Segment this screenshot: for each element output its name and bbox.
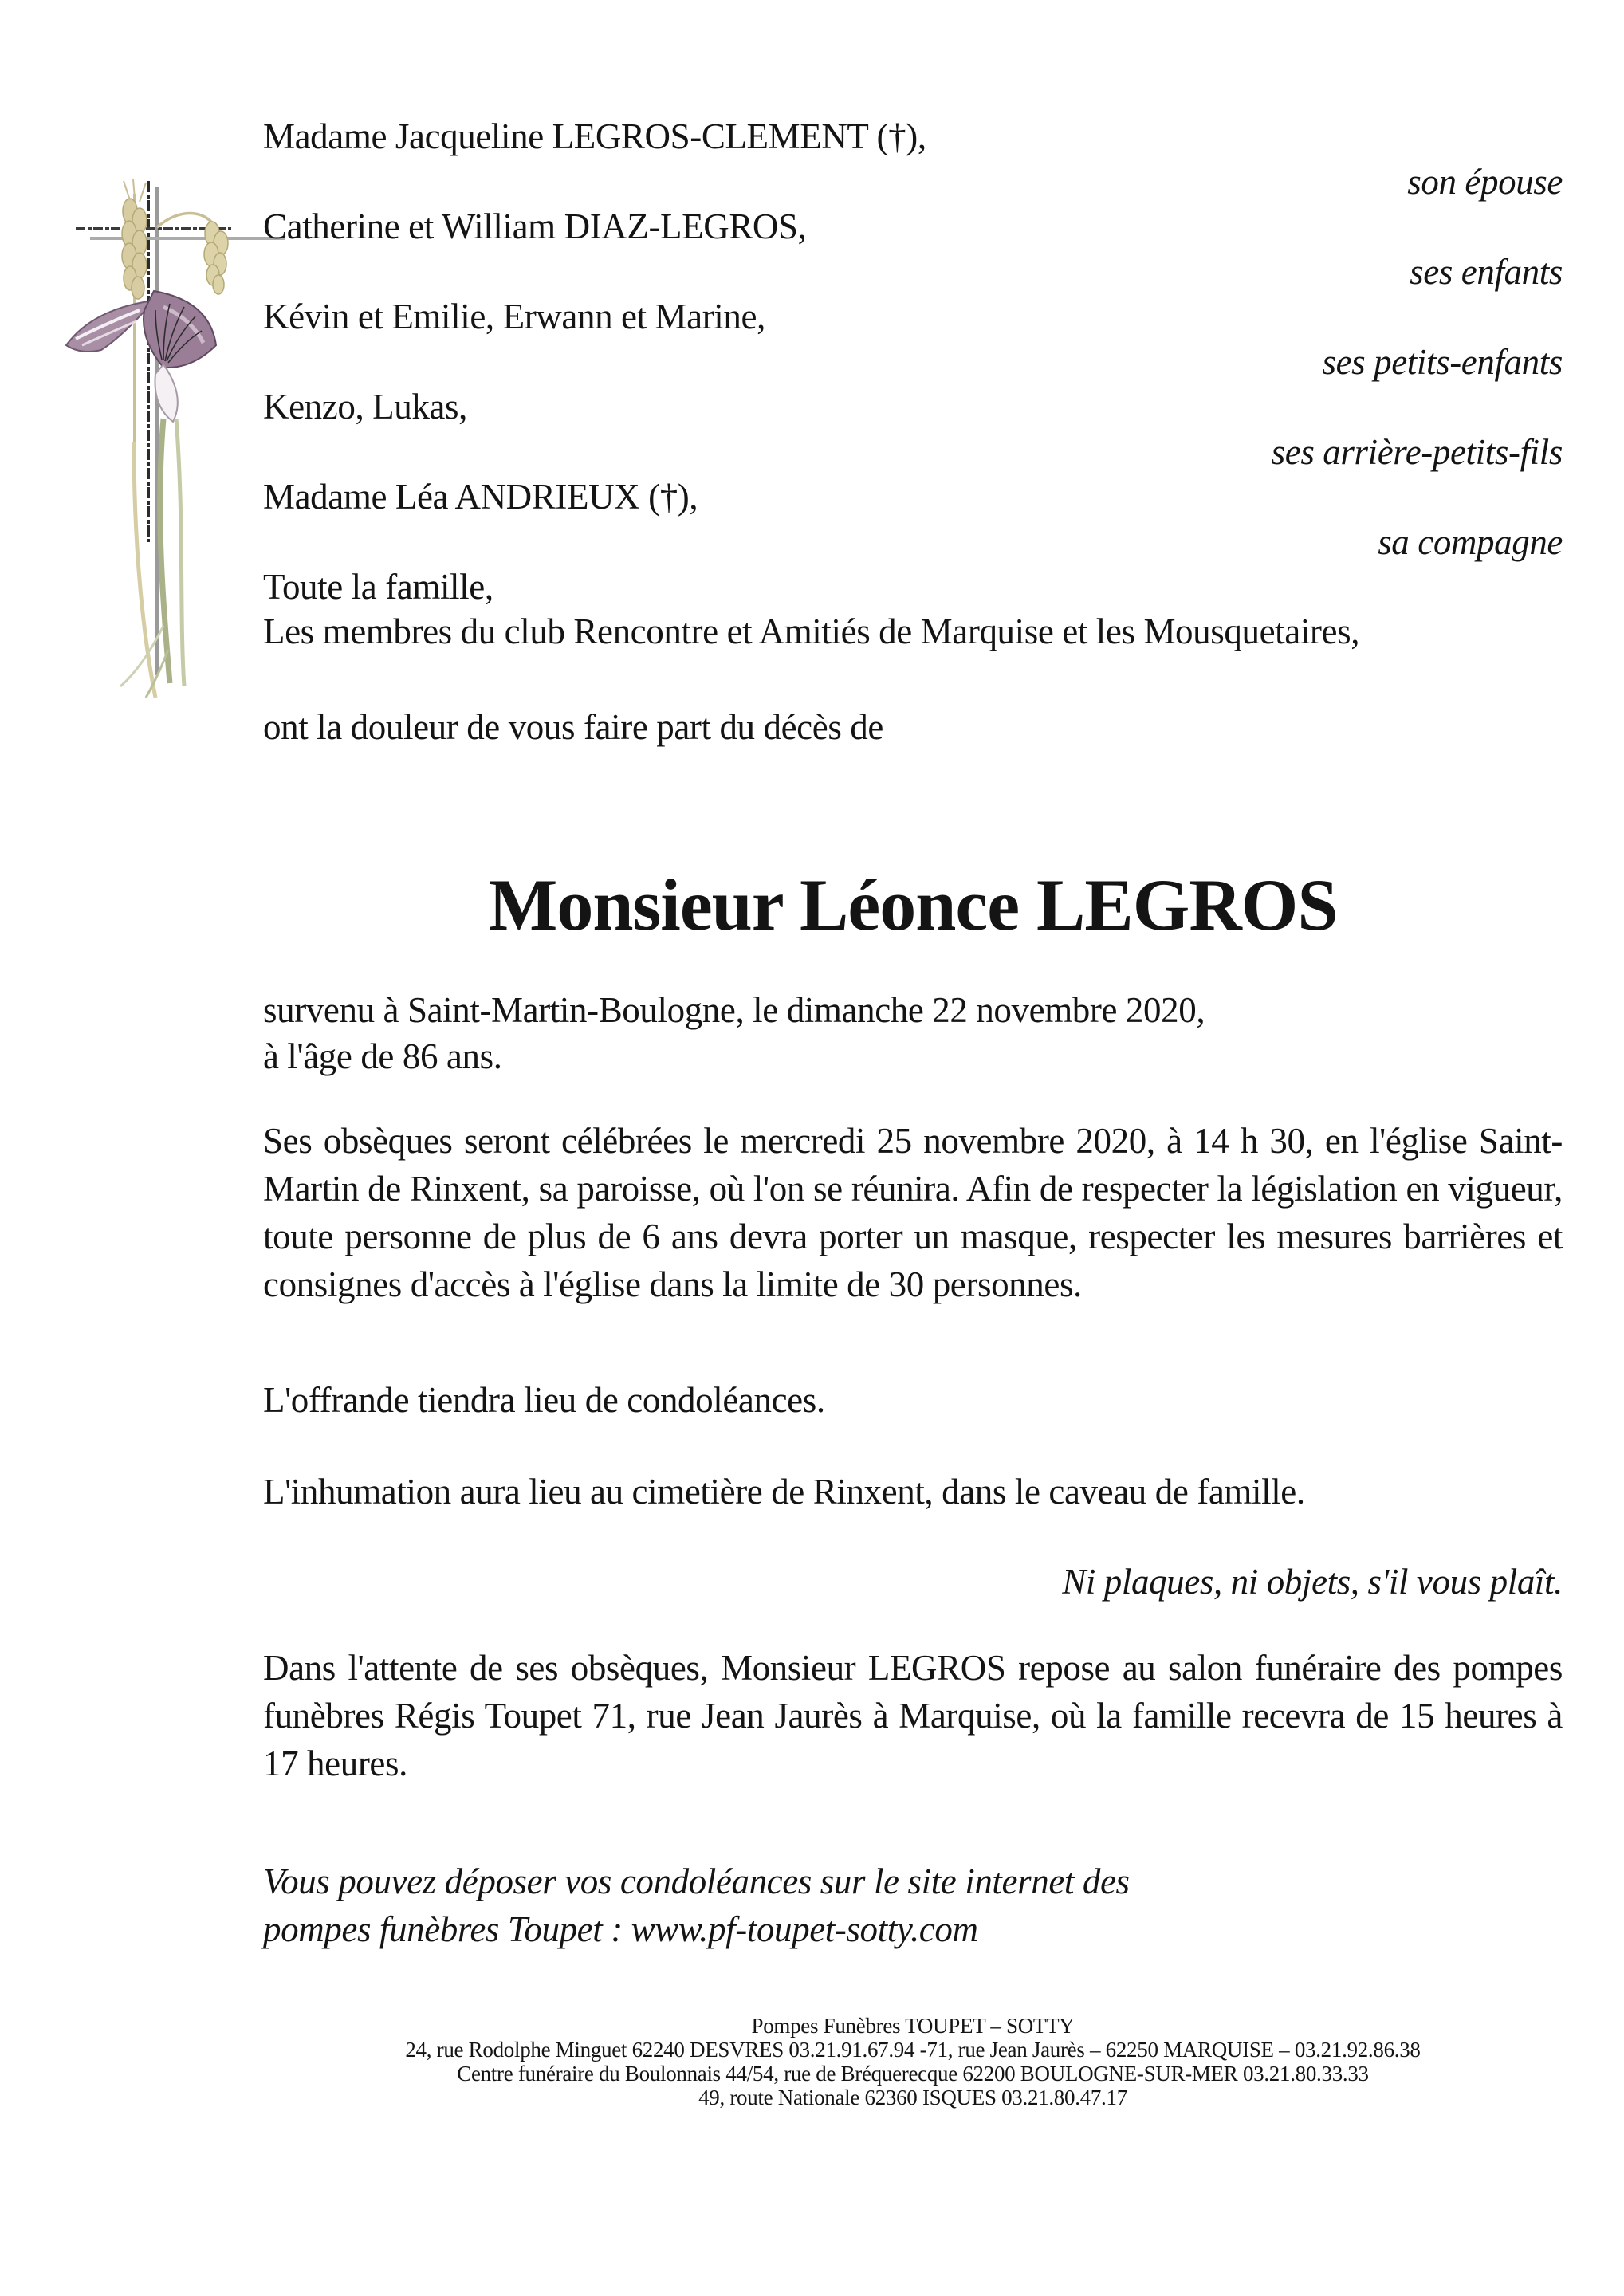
footer-company-name: Pompes Funèbres TOUPET – SOTTY (751, 2014, 1075, 2038)
wheat-ear-right-icon (157, 214, 228, 295)
family-relation-line: son épouse (1407, 162, 1563, 202)
intro-line: ont la douleur de vous faire part du décès de (263, 707, 883, 747)
family-relation-line: ses enfants (1410, 252, 1563, 292)
family-name-line: Catherine et William DIAZ-LEGROS, (263, 206, 807, 246)
funeral-details-paragraph: Ses obsèques seront célébrées le mercredi 25 novembre 2020, à 14 h 30, en l'église Saint-Martin de Rinxent, sa paroisse, où l'on se réunira. Afin de respecter la législation en vigueur, toute personne de plus de 6 ans devra porter un masque, respecter les mesures barrières et consignes d'accès à l'église dans la limite de 30 personnes. (263, 1121, 1563, 1304)
resting-place-paragraph: Dans l'attente de ses obsèques, Monsieur LEGROS repose au salon funéraire des pompes funèbres Régis Toupet 71, rue Jean Jaurès à Marquise, où la famille recevra de 15 heures à 17 heures. (263, 1648, 1563, 1783)
family-name-line: Les membres du club Rencontre et Amitiés de Marquise et les Mousquetaires, (263, 611, 1360, 651)
deceased-name-title: Monsieur Léonce LEGROS (488, 864, 1338, 946)
calla-lily-icon (66, 291, 216, 422)
family-name-line: Kenzo, Lukas, (263, 387, 467, 427)
no-plaques-line: Ni plaques, ni objets, s'il vous plaît. (1062, 1562, 1563, 1602)
family-name-line: Toute la famille, (263, 567, 493, 607)
death-place-date-line: survenu à Saint-Martin-Boulogne, le dimanche 22 novembre 2020, (263, 990, 1205, 1030)
offering-line: L'offrande tiendra lieu de condoléances. (263, 1380, 825, 1420)
death-age-line: à l'âge de 86 ans. (263, 1036, 502, 1076)
family-name-line: Madame Léa ANDRIEUX (†), (263, 477, 698, 517)
footer-address-line: Centre funéraire du Boulonnais 44/54, rue de Bréquerecque 62200 BOULOGNE-SUR-MER 03.21.80.33.33 (457, 2062, 1369, 2086)
family-relation-line: sa compagne (1378, 522, 1563, 562)
online-condolences-line-1: Vous pouvez déposer vos condoléances sur le site internet des (263, 1862, 1130, 1901)
family-relation-line: ses petits-enfants (1322, 342, 1563, 382)
family-relation-line: ses arrière-petits-fils (1271, 432, 1563, 472)
family-name-line: Madame Jacqueline LEGROS-CLEMENT (†), (263, 116, 926, 156)
family-name-line: Kévin et Emilie, Erwann et Marine, (263, 297, 765, 336)
online-condolences-line-2: pompes funèbres Toupet : www.pf-toupet-sotty.com (263, 1909, 978, 1949)
flower-stems-icon (120, 419, 184, 698)
burial-line: L'inhumation aura lieu au cimetière de Rinxent, dans le caveau de famille. (263, 1472, 1305, 1512)
footer-address-line: 24, rue Rodolphe Minguet 62240 DESVRES 03.21.91.67.94 -71, rue Jean Jaurès – 62250 MARQUISE – 03.21.92.86.38 (405, 2038, 1421, 2062)
footer-address-line: 49, route Nationale 62360 ISQUES 03.21.80.47.17 (698, 2086, 1127, 2109)
